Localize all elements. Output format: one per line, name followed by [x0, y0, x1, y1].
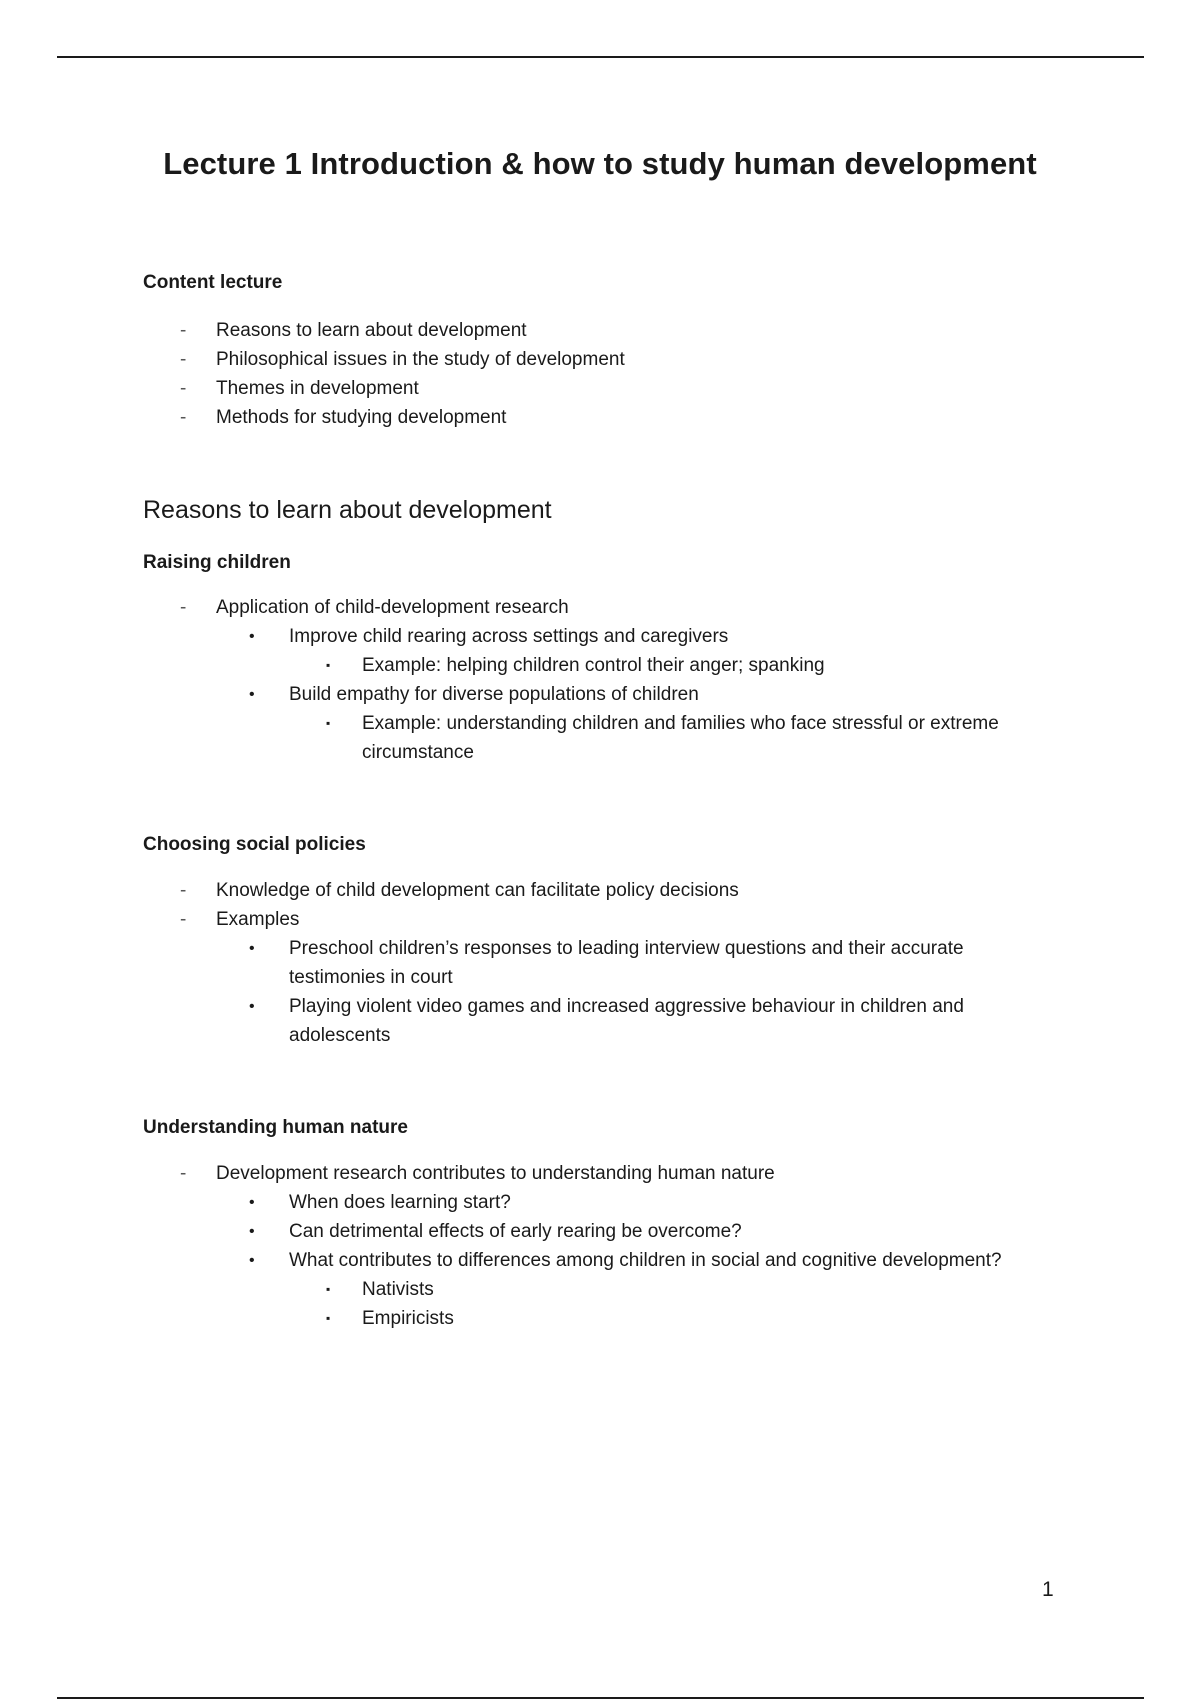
raising-children-heading: Raising children [143, 552, 291, 573]
list-item: - Development research contributes to understanding human nature [143, 1159, 1073, 1188]
square-marker: ▪ [326, 658, 331, 672]
dash-marker: - [180, 880, 187, 901]
list-item: • Build empathy for diverse populations of children [143, 680, 1073, 709]
list-item: • When does learning start? [143, 1188, 1073, 1217]
square-marker: ▪ [326, 716, 331, 730]
dash-marker: - [180, 349, 187, 370]
bullet-marker: • [249, 1194, 255, 1211]
page-title: Lecture 1 Introduction & how to study human development [163, 146, 1037, 181]
human-nature-list [143, 1159, 1073, 1333]
list-item: ▪ Empiricists [143, 1304, 1073, 1333]
list-item: - Philosophical issues in the study of development [143, 345, 1073, 374]
list-item: ▪ Example: understanding children and families who face stressful or extreme [143, 709, 1073, 738]
list-item-continuation: adolescents [289, 1025, 391, 1046]
social-policies-heading: Choosing social policies [143, 834, 366, 855]
raising-children-list [143, 593, 1073, 767]
list-item: • Can detrimental effects of early rearing be overcome? [143, 1217, 1073, 1246]
reasons-section-heading: Reasons to learn about development [143, 496, 552, 524]
dash-marker: - [180, 320, 187, 341]
dash-marker: - [180, 1163, 187, 1184]
dash-marker: - [180, 407, 187, 428]
bullet-marker: • [249, 940, 255, 957]
list-item: • Playing violent video games and increased aggressive behaviour in children and [143, 992, 1073, 1021]
bullet-marker: • [249, 1223, 255, 1240]
bullet-marker: • [249, 998, 255, 1015]
list-item-continuation: circumstance [362, 742, 474, 763]
content-lecture-list [143, 316, 1073, 432]
list-item: • Improve child rearing across settings and caregivers [143, 622, 1073, 651]
dash-marker: - [180, 378, 187, 399]
bullet-marker: • [249, 1252, 255, 1269]
page-number: 1 [1042, 1578, 1054, 1601]
square-marker: ▪ [326, 1282, 331, 1296]
list-item: • What contributes to differences among children in social and cognitive development? [143, 1246, 1073, 1275]
dash-marker: - [180, 597, 187, 618]
list-item: ▪ Example: helping children control their anger; spanking [143, 651, 1073, 680]
header-rule [57, 56, 1144, 58]
list-item: ▪ Nativists [143, 1275, 1073, 1304]
list-item: - Themes in development [143, 374, 1073, 403]
footer-rule [57, 1697, 1144, 1699]
list-item: • Preschool children’s responses to leading interview questions and their accurate [143, 934, 1073, 963]
bullet-marker: • [249, 628, 255, 645]
human-nature-heading: Understanding human nature [143, 1117, 408, 1138]
list-item: - Examples [143, 905, 1073, 934]
square-marker: ▪ [326, 1311, 331, 1325]
dash-marker: - [180, 909, 187, 930]
list-item-continuation: testimonies in court [289, 967, 453, 988]
list-item: - Application of child-development research [143, 593, 1073, 622]
list-item: - Knowledge of child development can facilitate policy decisions [143, 876, 1073, 905]
social-policies-list [143, 876, 1073, 1050]
content-lecture-heading: Content lecture [143, 272, 283, 293]
bullet-marker: • [249, 686, 255, 703]
list-item: - Methods for studying development [143, 403, 1073, 432]
list-item: - Reasons to learn about development [143, 316, 1073, 345]
